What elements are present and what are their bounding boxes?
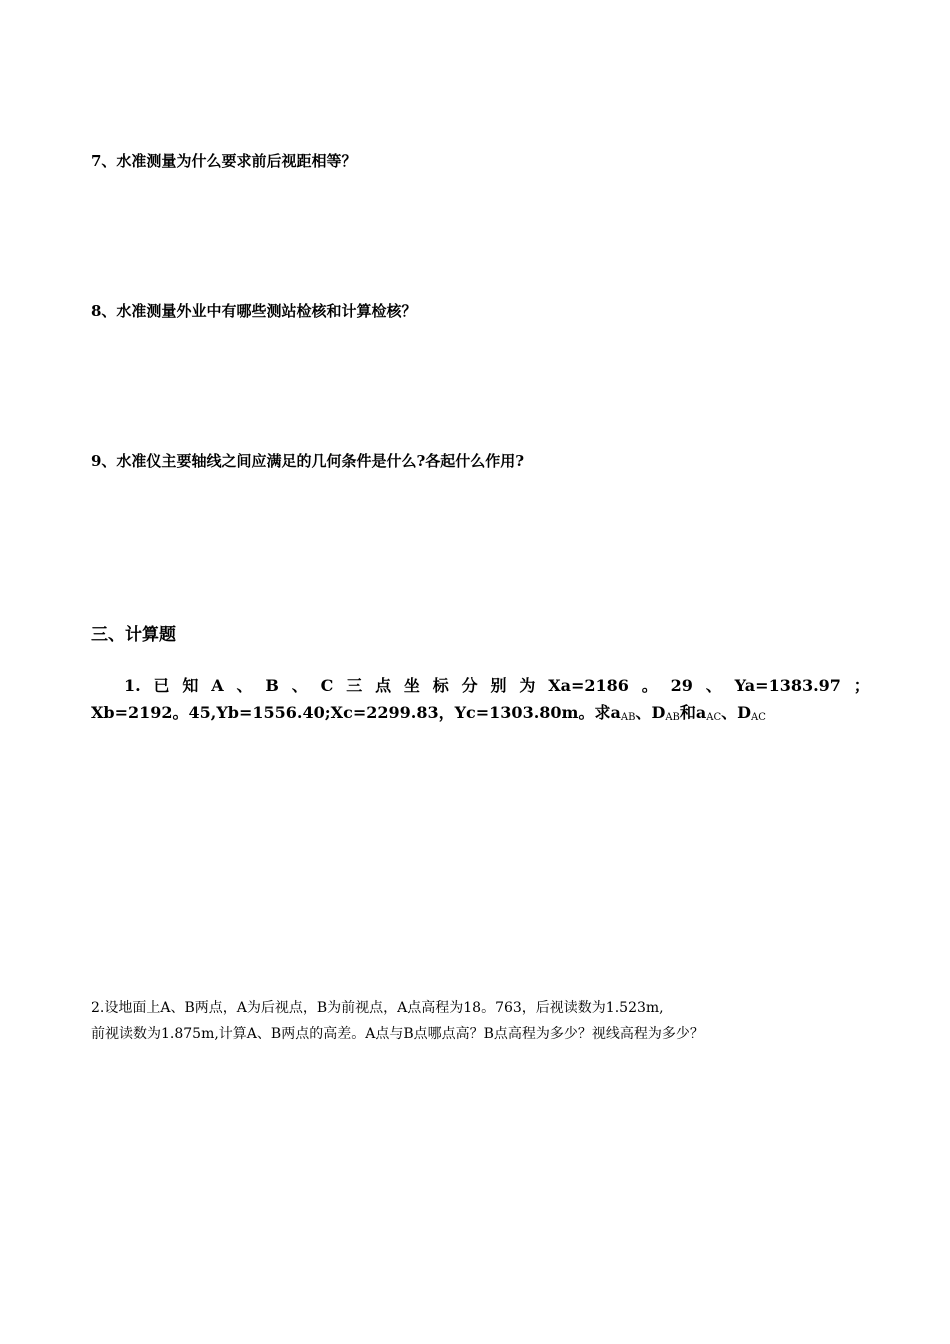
subscript-ac: AC — [751, 712, 766, 723]
symbol-a: a — [695, 703, 707, 722]
calc1-line2-text: Xb=2192。45,Yb=1556.40;Xc=2299.83，Yc=1303.80m。求 — [91, 703, 611, 722]
section-heading-calculation: 三、计算题 — [91, 625, 176, 645]
question-7: 7、水准测量为什么要求前后视距相等？ — [91, 152, 357, 170]
calc1-token: 1. — [124, 676, 141, 695]
calc1-token: ； — [853, 676, 870, 695]
calc1-token: 。 — [641, 676, 658, 695]
calc1-token: 坐 — [403, 676, 420, 695]
calc1-token: A — [211, 676, 224, 695]
subscript-ab: AB — [665, 712, 680, 723]
subscript-ac: AC — [706, 712, 722, 723]
calc1-token: 分 — [461, 676, 478, 695]
calc1-token: 、 — [236, 676, 253, 695]
calc1-token: 别 — [490, 676, 507, 695]
calc1-token: 为 — [519, 676, 536, 695]
calc-problem-2-line-2: 前视读数为1.875m,计算A、B两点的高差。A点与B点哪点高？B点高程为多少？视线高程为多少？ — [91, 1026, 704, 1042]
calc1-token: 、 — [291, 676, 308, 695]
calc1-token: Ya=1383.97 — [734, 676, 841, 695]
separator: 、 — [721, 703, 738, 722]
calc1-token: 三 — [346, 676, 363, 695]
question-8: 8、水准测量外业中有哪些测站检核和计算检核？ — [91, 302, 417, 320]
question-9: 9、水准仪主要轴线之间应满足的几何条件是什么?各起什么作用? — [91, 452, 525, 470]
calc1-token: 已 — [153, 676, 170, 695]
calc-problem-2-line-1: 2.设地面上A、B两点，A为后视点，B为前视点，A点高程为18。763，后视读数为1.523m, — [91, 1000, 664, 1016]
calc-problem-1-line-1 — [124, 676, 870, 696]
symbol-a: a — [610, 703, 621, 722]
symbol-d: D — [737, 703, 752, 722]
subscript-ab: AB — [620, 712, 636, 723]
calc-problem-1-line-2 — [91, 703, 766, 728]
symbol-d: D — [651, 703, 666, 722]
calc1-token: 知 — [182, 676, 199, 695]
separator: 、 — [635, 703, 652, 722]
conjunction: 和 — [679, 703, 696, 722]
calc1-token: 29 — [670, 676, 693, 695]
calc1-token: 、 — [705, 676, 722, 695]
calc1-token: C — [320, 676, 334, 695]
calc1-token: 点 — [375, 676, 392, 695]
calc1-token: 标 — [432, 676, 449, 695]
calc1-token: B — [265, 676, 279, 695]
calc1-token: Xa=2186 — [548, 676, 629, 695]
